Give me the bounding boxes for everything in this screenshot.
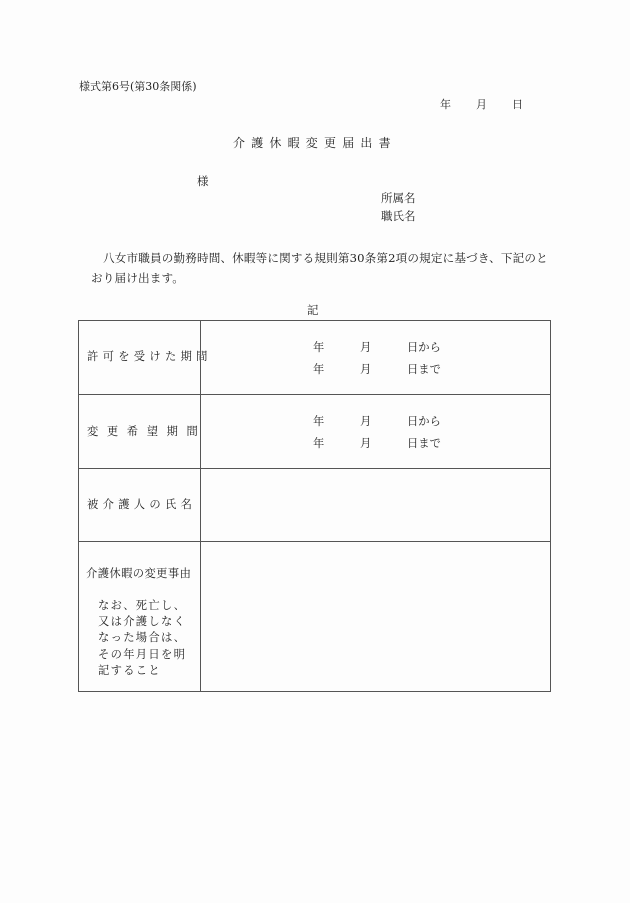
care-recipient-name-label: 被介護人の氏名 (87, 498, 197, 511)
to-year-label: 年 (313, 363, 325, 376)
label-cell (79, 395, 207, 468)
from-year-label: 年 (313, 415, 325, 428)
applicant-name-label: 職氏名 (381, 209, 416, 223)
care-recipient-name-field[interactable] (201, 469, 550, 541)
change-reason-field[interactable] (201, 542, 550, 691)
permitted-period-label: 許可を受けた期間 (87, 350, 212, 363)
to-day-label: 日まで (407, 437, 441, 450)
from-year-label: 年 (313, 341, 325, 354)
from-day-label: 日から (407, 415, 441, 428)
document-title: 介護休暇変更届出書 (233, 136, 397, 150)
body-paragraph: 八女市職員の勤務時間、休暇等に関する規則第30条第2項の規定に基づき、下記のとおり届け出ます。 (91, 251, 548, 285)
form-table (78, 320, 551, 692)
label-cell (79, 321, 212, 394)
table-row-requested-period (79, 395, 550, 469)
from-month-label: 月 (360, 415, 372, 428)
table-row-care-recipient (79, 469, 550, 542)
to-month-label: 月 (360, 437, 372, 450)
to-year-label: 年 (313, 437, 325, 450)
ki-heading: 記 (307, 303, 319, 317)
addressee-suffix: 様 (197, 174, 209, 188)
submission-date-day-label: 日 (512, 98, 523, 111)
permitted-period-value-cell[interactable] (201, 321, 550, 394)
requested-period-value-cell[interactable] (201, 395, 550, 468)
label-cell (79, 469, 200, 541)
to-day-label: 日まで (407, 363, 441, 376)
to-month-label: 月 (360, 363, 372, 376)
change-reason-note: なお、死亡し、又は介護しなくなった場合は、その年月日を明記すること (98, 599, 187, 677)
submission-date-month-label: 月 (476, 98, 487, 111)
change-reason-label: 介護休暇の変更事由 (86, 567, 192, 580)
table-row-change-reason (79, 542, 550, 691)
affiliation-label: 所属名 (381, 191, 416, 205)
form-number: 様式第6号(第30条関係) (79, 80, 197, 93)
from-day-label: 日から (407, 341, 441, 354)
label-cell (79, 542, 200, 691)
submission-date-year-label: 年 (440, 98, 451, 111)
from-month-label: 月 (360, 341, 372, 354)
requested-period-label: 変更希望期間 (87, 425, 207, 438)
table-row-permitted-period (79, 321, 550, 395)
